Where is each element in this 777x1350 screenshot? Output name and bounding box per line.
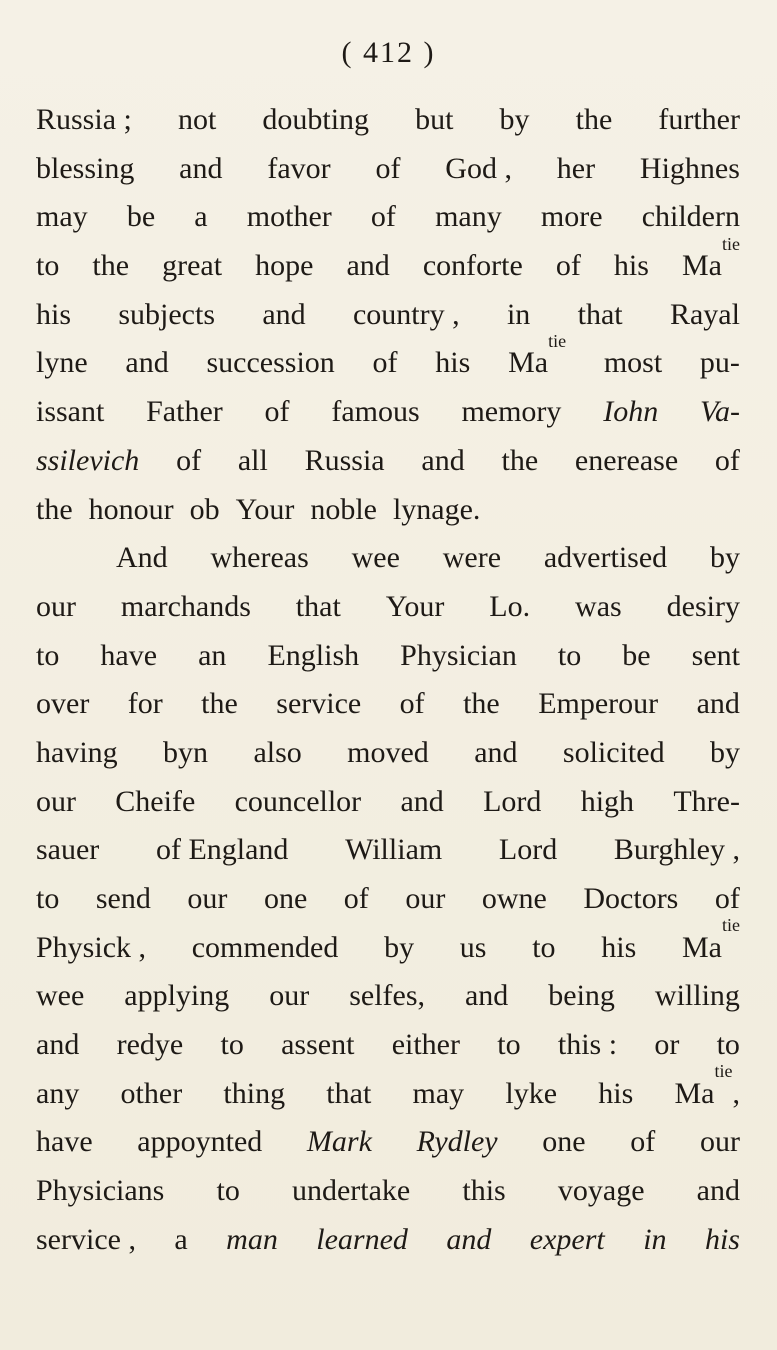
word: succession bbox=[206, 346, 335, 380]
word: Lord bbox=[498, 833, 558, 867]
word: Your bbox=[235, 492, 295, 526]
text-line bbox=[36, 1021, 740, 1070]
word: the bbox=[201, 687, 238, 721]
abbreviation-superscript: tie bbox=[721, 233, 740, 254]
abbreviation-superscript: tie bbox=[714, 1061, 733, 1082]
text-line bbox=[36, 534, 740, 583]
text-line bbox=[36, 437, 740, 486]
word: a bbox=[174, 1222, 188, 1256]
word: lynage. bbox=[392, 492, 481, 526]
word: our bbox=[269, 979, 310, 1013]
word: his bbox=[704, 1222, 740, 1256]
word: appoynted bbox=[137, 1125, 263, 1159]
word: by bbox=[709, 541, 740, 575]
word: Va- bbox=[699, 395, 740, 429]
word: marchands bbox=[120, 589, 251, 623]
word: expert bbox=[529, 1222, 605, 1256]
text-line bbox=[36, 96, 740, 145]
word: Rayal bbox=[669, 297, 740, 331]
word: and bbox=[696, 687, 740, 721]
word: Cheife bbox=[115, 784, 196, 818]
word: selfes, bbox=[349, 979, 426, 1013]
word: famous bbox=[331, 395, 420, 429]
word: assent bbox=[281, 1028, 355, 1062]
word: also bbox=[253, 735, 302, 769]
word: was bbox=[575, 589, 622, 623]
word: may bbox=[412, 1076, 465, 1110]
text-line bbox=[36, 915, 740, 973]
word: willing bbox=[654, 979, 740, 1013]
word: the bbox=[501, 443, 539, 477]
word: Father bbox=[146, 395, 223, 429]
word: our bbox=[405, 882, 446, 915]
word: and bbox=[474, 735, 518, 769]
word: hope bbox=[255, 249, 314, 283]
word: conforte bbox=[422, 249, 523, 283]
word: to bbox=[216, 1174, 240, 1208]
word: an bbox=[198, 638, 227, 672]
text-line bbox=[36, 583, 740, 632]
word: to bbox=[532, 930, 556, 964]
word: and bbox=[400, 784, 444, 818]
word: voyage bbox=[557, 1174, 645, 1208]
word: subjects bbox=[118, 297, 215, 331]
word: of bbox=[555, 249, 581, 283]
word: be bbox=[622, 638, 651, 672]
word: for bbox=[127, 687, 163, 721]
word: to bbox=[716, 1028, 740, 1062]
text-line bbox=[36, 729, 740, 778]
word: or bbox=[654, 1028, 680, 1062]
word: a bbox=[194, 200, 208, 234]
word: of bbox=[714, 443, 740, 477]
abbreviation-main: Ma bbox=[682, 930, 722, 964]
word: Emperour bbox=[538, 687, 659, 721]
word: memory bbox=[461, 395, 562, 429]
abbreviation-main: Ma bbox=[681, 249, 722, 283]
word: of bbox=[370, 200, 396, 234]
word: and bbox=[346, 249, 390, 283]
word: any bbox=[36, 1076, 80, 1110]
text-line bbox=[36, 486, 740, 535]
word: learned bbox=[316, 1222, 408, 1256]
word: not bbox=[177, 103, 217, 136]
word: by bbox=[384, 930, 415, 964]
word: being bbox=[548, 979, 615, 1013]
word: of bbox=[630, 1125, 656, 1159]
text-line bbox=[36, 875, 740, 924]
word: to bbox=[557, 638, 582, 672]
word: wee bbox=[351, 541, 400, 575]
word: the bbox=[463, 687, 500, 721]
word: Highnes bbox=[639, 151, 740, 185]
word: that bbox=[577, 297, 623, 331]
word: thing bbox=[223, 1076, 286, 1110]
word: that bbox=[295, 589, 341, 623]
word: send bbox=[95, 882, 151, 915]
word: and bbox=[36, 1028, 80, 1062]
text-line bbox=[36, 778, 740, 827]
punctuation: , bbox=[732, 1076, 740, 1110]
text-line bbox=[36, 1216, 740, 1265]
word: ob bbox=[189, 492, 220, 526]
word: sent bbox=[691, 638, 740, 672]
word: the bbox=[575, 103, 613, 136]
word: by bbox=[499, 103, 530, 136]
text-line bbox=[36, 331, 740, 388]
word: to bbox=[36, 249, 60, 283]
text-line bbox=[36, 1118, 740, 1167]
word: his bbox=[36, 297, 72, 331]
word: owne bbox=[481, 882, 547, 915]
word: may bbox=[36, 200, 88, 234]
text-line bbox=[36, 826, 740, 875]
word: were bbox=[442, 541, 502, 575]
word: of bbox=[264, 395, 290, 429]
word: this bbox=[462, 1174, 506, 1208]
word: most bbox=[603, 346, 663, 380]
word: pu- bbox=[699, 346, 740, 380]
word: Rydley bbox=[416, 1125, 498, 1159]
word: that bbox=[326, 1076, 372, 1110]
word: his bbox=[601, 930, 637, 964]
text-line bbox=[36, 193, 740, 242]
word: having bbox=[36, 735, 118, 769]
word: service , bbox=[36, 1222, 136, 1256]
word: childern bbox=[641, 200, 740, 234]
word: issant bbox=[36, 395, 105, 429]
word: of bbox=[343, 882, 369, 915]
word: English bbox=[267, 638, 360, 672]
word: all bbox=[237, 443, 268, 477]
abbreviation bbox=[681, 233, 740, 291]
word: Physicians bbox=[36, 1174, 165, 1208]
word: have bbox=[36, 1125, 93, 1159]
word: his bbox=[435, 346, 471, 380]
word: in bbox=[506, 297, 531, 331]
word: the bbox=[36, 492, 73, 526]
word: great bbox=[162, 249, 223, 283]
word: our bbox=[187, 882, 228, 915]
word: of bbox=[714, 882, 740, 915]
word: Doctors bbox=[583, 882, 679, 915]
word: councellor bbox=[234, 784, 362, 818]
word: Russia bbox=[304, 443, 385, 477]
text-line bbox=[36, 233, 740, 291]
word: mother bbox=[246, 200, 332, 234]
word: of bbox=[372, 346, 398, 380]
word: either bbox=[391, 1028, 460, 1062]
word: applying bbox=[124, 979, 230, 1013]
word: our bbox=[36, 589, 76, 623]
word: byn bbox=[163, 735, 209, 769]
word: the bbox=[92, 249, 130, 283]
word: to bbox=[497, 1028, 521, 1062]
word: service bbox=[276, 687, 362, 721]
abbreviation bbox=[508, 331, 567, 388]
text-line bbox=[36, 1061, 740, 1119]
word: desiry bbox=[666, 589, 740, 623]
word: her bbox=[556, 151, 596, 185]
word: undertake bbox=[291, 1174, 411, 1208]
body-text bbox=[36, 96, 740, 1265]
word: and bbox=[125, 346, 169, 380]
word: our bbox=[699, 1125, 740, 1159]
text-line bbox=[36, 972, 740, 1021]
word: his bbox=[613, 249, 649, 283]
word: but bbox=[415, 103, 454, 136]
abbreviation-main: Ma bbox=[674, 1076, 715, 1110]
abbreviation-main: Ma bbox=[508, 346, 549, 380]
word: commended bbox=[191, 930, 339, 964]
word: many bbox=[435, 200, 502, 234]
word: of bbox=[375, 151, 401, 185]
word: over bbox=[36, 687, 90, 721]
word: further bbox=[658, 103, 740, 136]
page-number: ( 412 ) bbox=[341, 36, 436, 69]
word: Mark bbox=[306, 1125, 372, 1159]
word: and bbox=[421, 443, 465, 477]
word: redye bbox=[116, 1028, 184, 1062]
text-line bbox=[36, 291, 740, 340]
text-line bbox=[36, 632, 740, 681]
word: Your bbox=[385, 589, 445, 623]
word: honour bbox=[88, 492, 174, 526]
word: to bbox=[220, 1028, 244, 1062]
word: lyne bbox=[36, 346, 88, 380]
word: Physician bbox=[400, 638, 517, 672]
word: lyke bbox=[505, 1076, 558, 1110]
word: his bbox=[598, 1076, 634, 1110]
abbreviation-superscript: tie bbox=[722, 915, 740, 936]
word: ssilevich bbox=[36, 443, 140, 477]
word: one bbox=[542, 1125, 586, 1159]
abbreviation bbox=[674, 1061, 741, 1119]
word: Physick , bbox=[36, 930, 147, 964]
word: be bbox=[126, 200, 156, 234]
word: more bbox=[540, 200, 603, 234]
word: and bbox=[179, 151, 223, 185]
word: enerease bbox=[574, 443, 679, 477]
word: doubting bbox=[262, 103, 370, 136]
word: advertised bbox=[543, 541, 668, 575]
word: and bbox=[262, 297, 306, 331]
text-line bbox=[36, 1167, 740, 1216]
word: country , bbox=[352, 297, 460, 331]
abbreviation bbox=[682, 915, 740, 973]
word: of England bbox=[155, 833, 289, 867]
text-line bbox=[36, 388, 740, 437]
word: solicited bbox=[562, 735, 665, 769]
word: God , bbox=[445, 151, 512, 185]
word: favor bbox=[267, 151, 331, 185]
word: Lord bbox=[483, 784, 542, 818]
word: Russia ; bbox=[36, 103, 132, 136]
word: other bbox=[120, 1076, 183, 1110]
word: noble bbox=[310, 492, 377, 526]
word: Lo. bbox=[489, 589, 531, 623]
word: to bbox=[36, 882, 60, 915]
word: high bbox=[580, 784, 635, 818]
word: sauer bbox=[36, 833, 100, 867]
abbreviation-superscript: tie bbox=[548, 331, 567, 352]
word: of bbox=[176, 443, 202, 477]
word: blessing bbox=[36, 151, 135, 185]
word: Thre- bbox=[673, 784, 740, 818]
word: have bbox=[100, 638, 158, 672]
word: Burghley , bbox=[613, 833, 740, 867]
word: And bbox=[116, 541, 168, 575]
word: this : bbox=[557, 1028, 618, 1062]
word: wee bbox=[36, 979, 85, 1013]
word: by bbox=[709, 735, 740, 769]
word: William bbox=[345, 833, 443, 867]
word: moved bbox=[347, 735, 429, 769]
word: and bbox=[696, 1174, 740, 1208]
word: Iohn bbox=[603, 395, 659, 429]
word: to bbox=[36, 638, 60, 672]
word: and bbox=[464, 979, 509, 1013]
word: one bbox=[263, 882, 308, 915]
word: whereas bbox=[210, 541, 309, 575]
word: in bbox=[643, 1222, 667, 1256]
word: of bbox=[399, 687, 425, 721]
word: man bbox=[226, 1222, 278, 1256]
text-line bbox=[36, 145, 740, 194]
word: and bbox=[446, 1222, 492, 1256]
text-line bbox=[36, 680, 740, 729]
word: us bbox=[459, 930, 487, 964]
word: our bbox=[36, 784, 76, 818]
